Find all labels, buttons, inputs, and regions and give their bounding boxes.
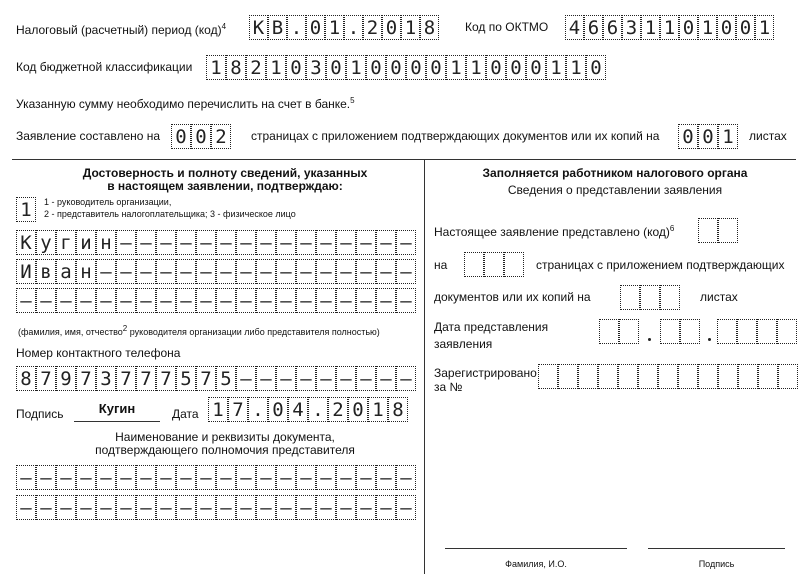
empty-cell — [598, 364, 618, 389]
char-cell: 0 — [306, 15, 325, 40]
char-cell: 0 — [736, 15, 755, 40]
char-cell: а — [56, 259, 76, 284]
date-field[interactable] — [208, 397, 408, 422]
char-cell: – — [336, 366, 356, 391]
char-cell: – — [296, 465, 316, 490]
char-cell: – — [256, 230, 276, 255]
char-cell: – — [296, 495, 316, 520]
empty-cell — [778, 364, 798, 389]
empty-cell — [618, 364, 638, 389]
char-cell: 0 — [268, 397, 288, 422]
empty-cell — [738, 364, 758, 389]
char-cell: 6 — [603, 15, 622, 40]
char-cell: 1 — [546, 55, 566, 80]
fio-caption: (фамилия, имя, отчество$^2$ руководителя организации либо представителя полностью) — [18, 324, 380, 337]
last-name-field[interactable] — [16, 230, 416, 255]
char-cell: – — [396, 259, 416, 284]
char-cell: 0 — [486, 55, 506, 80]
char-cell: 0 — [506, 55, 526, 80]
char-cell: – — [176, 288, 196, 313]
char-cell: – — [216, 288, 236, 313]
char-cell: 7 — [136, 366, 156, 391]
char-cell: – — [196, 230, 216, 255]
char-cell: – — [296, 230, 316, 255]
char-cell: 5 — [216, 366, 236, 391]
char-cell: – — [376, 230, 396, 255]
char-cell: – — [336, 230, 356, 255]
char-cell: – — [396, 495, 416, 520]
char-cell: – — [116, 495, 136, 520]
char-cell: – — [196, 495, 216, 520]
char-cell: – — [96, 465, 116, 490]
char-cell: – — [316, 465, 336, 490]
char-cell: 7 — [228, 397, 248, 422]
char-cell: 7 — [196, 366, 216, 391]
char-cell: И — [16, 259, 36, 284]
registration-number-field[interactable] — [538, 364, 798, 389]
char-cell: – — [256, 288, 276, 313]
char-cell: 1 — [401, 15, 420, 40]
char-cell: 1 — [266, 55, 286, 80]
presented-label: Настоящее заявление представлено (код)$^6$ — [434, 224, 675, 239]
char-cell: – — [396, 366, 416, 391]
char-cell: в — [36, 259, 56, 284]
office-date-label-1: Дата представления — [434, 320, 549, 334]
officer-name-caption: Фамилия, И.О. — [505, 559, 567, 569]
char-cell: 4 — [565, 15, 584, 40]
char-cell: – — [96, 495, 116, 520]
char-cell: К — [16, 230, 36, 255]
char-cell: – — [216, 465, 236, 490]
char-cell: – — [56, 288, 76, 313]
char-cell: – — [156, 465, 176, 490]
empty-cell — [504, 252, 524, 277]
empty-cell — [717, 319, 737, 344]
char-cell: – — [296, 366, 316, 391]
empty-cell — [698, 364, 718, 389]
char-cell: – — [376, 465, 396, 490]
char-cell: – — [176, 259, 196, 284]
char-cell: – — [216, 259, 236, 284]
registered-label-1: Зарегистрировано — [434, 366, 537, 380]
char-cell: – — [356, 259, 376, 284]
char-cell: – — [356, 366, 376, 391]
on-label: на — [434, 258, 448, 272]
char-cell: г — [56, 230, 76, 255]
empty-cell — [638, 364, 658, 389]
char-cell: 1 — [346, 55, 366, 80]
confirm-heading-2: в настоящем заявлении, подтверждаю: — [107, 179, 343, 193]
registered-label-2: за № — [434, 380, 463, 394]
char-cell: и — [76, 230, 96, 255]
char-cell: н — [76, 259, 96, 284]
char-cell: – — [276, 366, 296, 391]
char-cell: – — [16, 288, 36, 313]
doc-line-1[interactable] — [16, 465, 416, 490]
empty-cell — [538, 364, 558, 389]
char-cell: – — [116, 465, 136, 490]
char-cell: . — [308, 397, 328, 422]
officer-signature-line — [648, 548, 785, 549]
empty-cell — [757, 319, 777, 344]
char-cell: – — [76, 495, 96, 520]
char-cell: – — [356, 230, 376, 255]
empty-cell — [698, 218, 718, 243]
char-cell: – — [236, 230, 256, 255]
empty-cell — [578, 364, 598, 389]
char-cell: 5 — [176, 366, 196, 391]
char-cell: – — [16, 495, 36, 520]
char-cell: – — [316, 259, 336, 284]
char-cell: 4 — [288, 397, 308, 422]
char-cell: 2 — [246, 55, 266, 80]
empty-cell — [737, 319, 757, 344]
signature-label: Подпись — [16, 407, 64, 421]
char-cell: – — [116, 288, 136, 313]
char-cell: . — [344, 15, 363, 40]
char-cell: – — [316, 288, 336, 313]
char-cell: 0 — [326, 55, 346, 80]
kbk-label: Код бюджетной классификации — [16, 60, 193, 74]
officer-signature-caption: Подпись — [698, 559, 735, 569]
signer-option-2: 2 - представитель налогоплательщика; 3 - физическое лицо — [44, 209, 296, 219]
empty-cell — [640, 285, 660, 310]
char-cell: – — [356, 288, 376, 313]
char-cell: – — [256, 259, 276, 284]
char-cell: 1 — [206, 55, 226, 80]
column-divider — [424, 159, 425, 574]
presented-code-field[interactable] — [698, 218, 738, 243]
char-cell: 7 — [36, 366, 56, 391]
char-cell: 0 — [426, 55, 446, 80]
char-cell: 0 — [191, 124, 211, 149]
char-cell: – — [336, 259, 356, 284]
char-cell: 1 — [755, 15, 774, 40]
empty-cell — [599, 319, 619, 344]
office-sheets-text: листах — [700, 290, 738, 304]
char-cell: – — [296, 288, 316, 313]
char-cell: . — [287, 15, 306, 40]
char-cell: В — [268, 15, 287, 40]
char-cell: 0 — [698, 124, 718, 149]
empty-cell — [758, 364, 778, 389]
char-cell: – — [176, 230, 196, 255]
char-cell: – — [176, 495, 196, 520]
date-label: Дата — [172, 407, 199, 421]
date-separator — [708, 338, 711, 341]
first-name-field[interactable] — [16, 259, 416, 284]
char-cell: – — [156, 259, 176, 284]
char-cell: 6 — [584, 15, 603, 40]
char-cell: – — [396, 465, 416, 490]
char-cell: – — [56, 495, 76, 520]
char-cell: – — [356, 495, 376, 520]
char-cell: – — [196, 465, 216, 490]
char-cell: 1 — [208, 397, 228, 422]
phone-label: Номер контактного телефона — [16, 346, 181, 360]
char-cell: 7 — [116, 366, 136, 391]
empty-cell — [464, 252, 484, 277]
char-cell: 0 — [286, 55, 306, 80]
sheets-label: листах — [749, 129, 787, 143]
char-cell: 0 — [382, 15, 401, 40]
char-cell: – — [96, 288, 116, 313]
char-cell: – — [16, 465, 36, 490]
char-cell: 7 — [156, 366, 176, 391]
char-cell: – — [76, 288, 96, 313]
char-cell: – — [296, 259, 316, 284]
char-cell: 0 — [678, 124, 698, 149]
char-cell: – — [396, 288, 416, 313]
empty-cell — [620, 285, 640, 310]
signature-value: Кугин — [98, 401, 136, 416]
char-cell: – — [356, 465, 376, 490]
char-cell: – — [156, 230, 176, 255]
kbk-field[interactable] — [206, 55, 606, 80]
char-cell: – — [196, 259, 216, 284]
char-cell: – — [256, 366, 276, 391]
char-cell: – — [276, 495, 296, 520]
char-cell: 1 — [566, 55, 586, 80]
char-cell: – — [376, 288, 396, 313]
empty-cell — [484, 252, 504, 277]
char-cell: . — [248, 397, 268, 422]
oktmo-field[interactable] — [565, 15, 774, 40]
char-cell: у — [36, 230, 56, 255]
char-cell: – — [276, 259, 296, 284]
char-cell: 8 — [388, 397, 408, 422]
char-cell: 1 — [325, 15, 344, 40]
empty-cell — [680, 319, 700, 344]
date-separator — [648, 338, 651, 341]
char-cell: – — [236, 288, 256, 313]
char-cell: – — [256, 465, 276, 490]
empty-cell — [619, 319, 639, 344]
char-cell: 9 — [56, 366, 76, 391]
char-cell: 8 — [420, 15, 439, 40]
char-cell: – — [316, 495, 336, 520]
period-field[interactable] — [249, 15, 439, 40]
char-cell: – — [176, 465, 196, 490]
char-cell: – — [276, 288, 296, 313]
transfer-text: Указанную сумму необходимо перечислить на счет в банке.$^5$ — [16, 96, 355, 111]
char-cell: 8 — [16, 366, 36, 391]
char-cell: 1 — [660, 15, 679, 40]
char-cell: 0 — [526, 55, 546, 80]
char-cell: – — [316, 366, 336, 391]
empty-cell — [658, 364, 678, 389]
char-cell: – — [376, 259, 396, 284]
char-cell: 1 — [698, 15, 717, 40]
char-cell: – — [36, 495, 56, 520]
char-cell: – — [56, 465, 76, 490]
char-cell: 0 — [171, 124, 191, 149]
char-cell: – — [276, 230, 296, 255]
char-cell: – — [216, 230, 236, 255]
char-cell: К — [249, 15, 268, 40]
office-date-year[interactable] — [717, 319, 797, 344]
char-cell: 0 — [348, 397, 368, 422]
office-subheading: Сведения о представлении заявления — [507, 183, 723, 197]
signature-line — [74, 421, 160, 422]
char-cell: – — [336, 288, 356, 313]
char-cell: – — [136, 465, 156, 490]
char-cell: – — [116, 259, 136, 284]
char-cell: – — [136, 230, 156, 255]
phone-field[interactable] — [16, 366, 416, 391]
char-cell: 1 — [368, 397, 388, 422]
char-cell: – — [316, 230, 336, 255]
char-cell: 3 — [622, 15, 641, 40]
office-date-label-2: заявления — [434, 337, 493, 351]
char-cell: – — [136, 288, 156, 313]
office-date-month[interactable] — [660, 319, 700, 344]
char-cell: – — [116, 230, 136, 255]
char-cell: – — [36, 465, 56, 490]
empty-cell — [718, 364, 738, 389]
char-cell: – — [136, 259, 156, 284]
office-docs-field[interactable] — [620, 285, 680, 310]
char-cell: – — [236, 465, 256, 490]
char-cell: 0 — [586, 55, 606, 80]
char-cell: 1 — [16, 197, 36, 222]
empty-cell — [777, 319, 797, 344]
pages-label: Заявление составлено на — [16, 129, 161, 143]
docs-count-field[interactable] — [678, 124, 738, 149]
char-cell: 2 — [363, 15, 382, 40]
char-cell: 1 — [718, 124, 738, 149]
char-cell: – — [236, 495, 256, 520]
char-cell: – — [376, 495, 396, 520]
char-cell: – — [236, 259, 256, 284]
char-cell: 7 — [76, 366, 96, 391]
signer-type-field[interactable] — [16, 197, 36, 222]
doc-line-2[interactable] — [16, 495, 416, 520]
empty-cell — [558, 364, 578, 389]
pages-mid-label: страницах с приложением подтверждающих документов или их копий на — [251, 129, 660, 143]
signer-option-1: 1 - руководитель организации, — [44, 197, 172, 207]
office-pages-field[interactable] — [464, 252, 524, 277]
char-cell: – — [96, 259, 116, 284]
officer-name-line — [445, 548, 627, 549]
doc-heading-2: подтверждающего полномочия представителя — [95, 443, 355, 457]
char-cell: 1 — [641, 15, 660, 40]
office-pages-text: страницах с приложением подтверждающих — [536, 258, 785, 272]
char-cell: – — [256, 495, 276, 520]
char-cell: – — [336, 465, 356, 490]
empty-cell — [678, 364, 698, 389]
char-cell: н — [96, 230, 116, 255]
char-cell: – — [276, 465, 296, 490]
period-label: Налоговый (расчетный) период (код)$^4$ — [16, 22, 227, 37]
char-cell: – — [216, 495, 236, 520]
char-cell: 8 — [226, 55, 246, 80]
char-cell: – — [156, 288, 176, 313]
middle-name-field[interactable] — [16, 288, 416, 313]
char-cell: – — [36, 288, 56, 313]
empty-cell — [660, 319, 680, 344]
char-cell: – — [236, 366, 256, 391]
char-cell: 0 — [386, 55, 406, 80]
empty-cell — [718, 218, 738, 243]
office-heading: Заполняется работником налогового органа — [482, 166, 748, 180]
char-cell: 0 — [679, 15, 698, 40]
char-cell: 1 — [466, 55, 486, 80]
char-cell: 2 — [211, 124, 231, 149]
section-divider — [12, 159, 796, 160]
char-cell: 3 — [96, 366, 116, 391]
char-cell: – — [336, 495, 356, 520]
char-cell: 2 — [328, 397, 348, 422]
office-docs-text: документов или их копий на — [434, 290, 591, 304]
pages-field[interactable] — [171, 124, 231, 149]
char-cell: – — [76, 465, 96, 490]
char-cell: – — [196, 288, 216, 313]
char-cell: 0 — [366, 55, 386, 80]
char-cell: 0 — [717, 15, 736, 40]
char-cell: – — [376, 366, 396, 391]
char-cell: 1 — [446, 55, 466, 80]
oktmo-label: Код по ОКТМО — [465, 20, 549, 34]
char-cell: – — [396, 230, 416, 255]
confirm-heading-1: Достоверность и полноту сведений, указанных — [82, 166, 368, 180]
office-date-day[interactable] — [599, 319, 639, 344]
empty-cell — [660, 285, 680, 310]
char-cell: – — [136, 495, 156, 520]
char-cell: 0 — [406, 55, 426, 80]
char-cell: 3 — [306, 55, 326, 80]
doc-heading-1: Наименование и реквизиты документа, — [115, 430, 335, 444]
char-cell: – — [156, 495, 176, 520]
